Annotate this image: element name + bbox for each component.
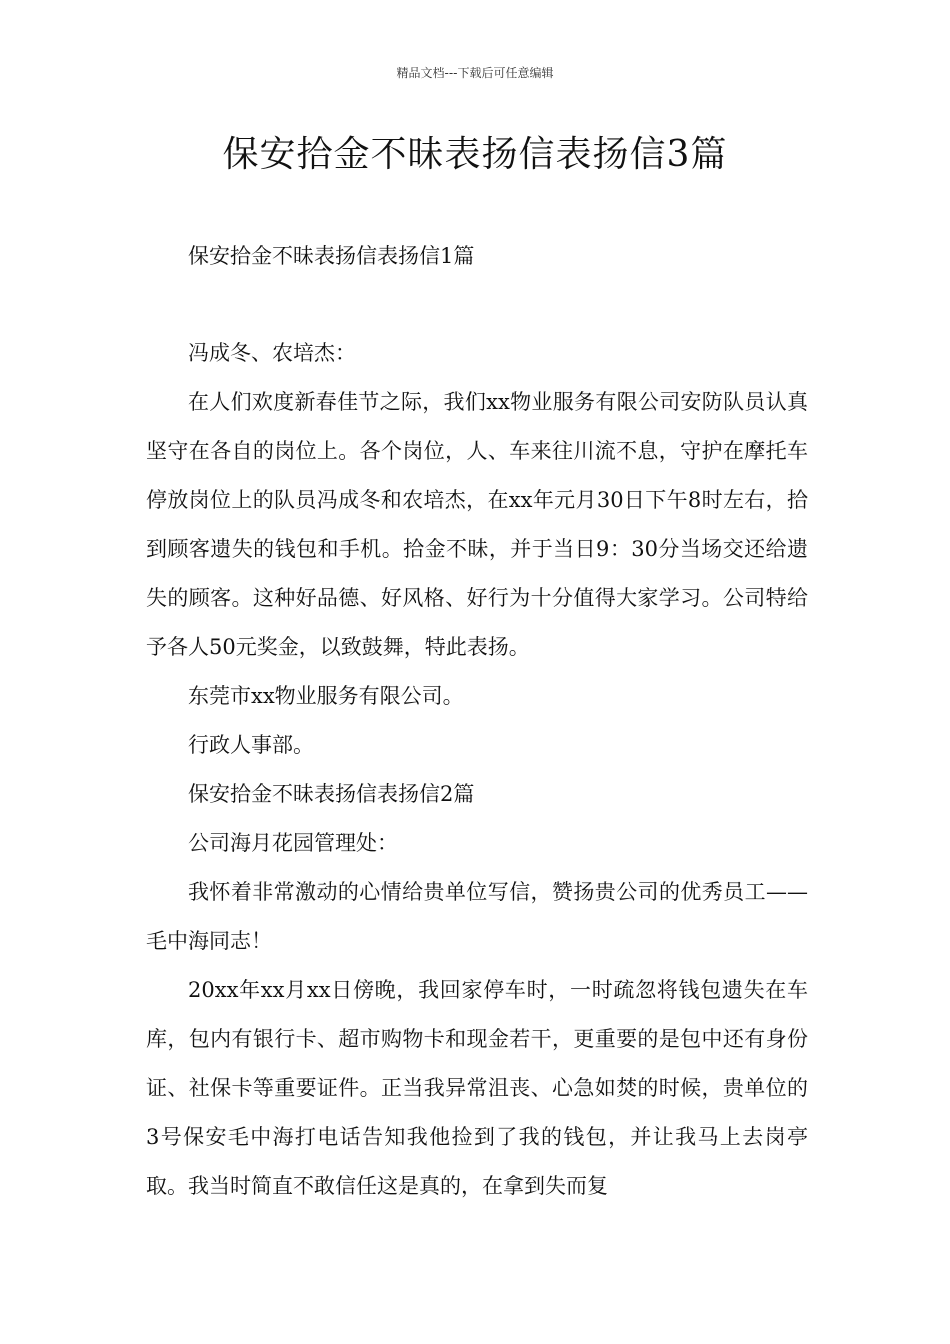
section-heading-1: 保安拾金不昧表扬信表扬信1篇: [188, 244, 475, 268]
signature-company: 东莞市xx物业服务有限公司。: [188, 684, 464, 708]
document-title: 保安拾金不昧表扬信表扬信3篇: [222, 134, 728, 175]
signature-department: 行政人事部。: [188, 733, 314, 757]
section-heading-2: 保安拾金不昧表扬信表扬信2篇: [188, 782, 475, 806]
salutation-2: 公司海月花园管理处：: [188, 831, 398, 855]
body-paragraph-3: 20xx年xx月xx日傍晚，我回家停车时，一时疏忽将钱包遗失在车库，包内有银行卡、超市购物卡和现金若干，更重要的是包中还有身份证、社保卡等重要证件。正当我异常沮丧、心急如焚的时候，贵单位的3号保安毛中海打电话告知我他捡到了我的钱包，并让我马上去岗亭取。我当时简直不敢信任这是真的，在拿到失而复: [146, 978, 808, 1198]
document-body: [146, 232, 808, 1211]
salutation-1: 冯成冬、农培杰：: [188, 341, 356, 365]
body-paragraph-2: 我怀着非常激动的心情给贵单位写信，赞扬贵公司的优秀员工——毛中海同志！: [146, 880, 808, 953]
body-paragraph-1: 在人们欢度新春佳节之际，我们xx物业服务有限公司安防队员认真坚守在各自的岗位上。各个岗位，人、车来往川流不息，守护在摩托车停放岗位上的队员冯成冬和农培杰，在xx年元月30日下午8时左右，拾到顾客遗失的钱包和手机。拾金不昧，并于当日9：30分当场交还给遗失的顾客。这种好品德、好风格、好行为十分值得大家学习。公司特给予各人50元奖金，以致鼓舞，特此表扬。: [146, 390, 808, 659]
header-note: 精品文档---下载后可任意编辑: [396, 66, 554, 80]
